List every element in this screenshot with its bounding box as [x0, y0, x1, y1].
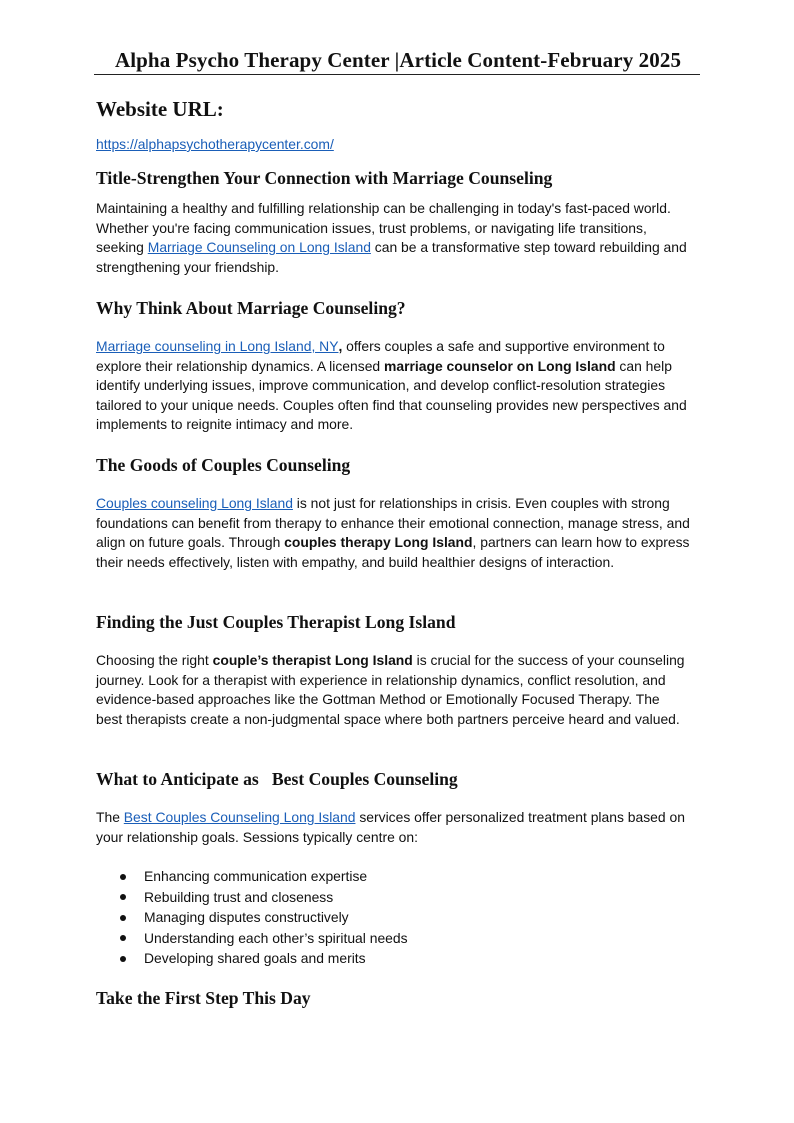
- marriage-counseling-long-island-link[interactable]: Marriage Counseling on Long Island: [147, 239, 371, 256]
- list-item: [96, 948, 700, 969]
- first-step-heading: Take the First Step This Day: [96, 988, 311, 1008]
- list-item-text: Rebuilding trust and closeness: [144, 888, 334, 905]
- why-text-2: can help identify underlying issues, improve communication, and develop conflict-resolution strategies tailored to your unique needs. Couples often find that counseling provides new perspectives and implements to reignite intimacy and more.: [96, 357, 687, 433]
- benefits-list: [96, 866, 700, 969]
- why-text-1: offers couples a safe and supportive environment to explore their relationship dynamics. A licensed: [96, 338, 665, 374]
- website-url-heading: Website URL:: [96, 97, 224, 121]
- list-item-text: Enhancing communication expertise: [144, 868, 368, 884]
- anticipate-text-1: The: [96, 809, 124, 825]
- list-item: [96, 866, 700, 887]
- goods-text-2: , partners can learn how to express their needs effectively, listen with empathy, and build healthier designs of interaction.: [96, 534, 690, 570]
- finding-bold-1: couple’s therapist Long Island: [212, 652, 413, 668]
- bullet-icon: [120, 894, 126, 900]
- list-item-text: Understanding each other’s spiritual needs: [144, 929, 408, 946]
- couples-counseling-long-island-link[interactable]: Couples counseling Long Island: [96, 495, 293, 511]
- anticipate-heading: What to Anticipate as Best Couples Counseling: [96, 769, 458, 789]
- list-item: [96, 928, 700, 949]
- finding-text-2: is crucial for the success of your counseling journey. Look for a therapist with experience in relationship dynamics, conflict resolution, and evidence-based approaches like the Gottman Method or Emotionally Focused Therapy. The best therapists create a non-judgmental space where both partners perceive heard and valued.: [96, 652, 685, 727]
- bullet-icon: [120, 915, 126, 921]
- why-comma: ,: [338, 338, 343, 354]
- bullet-icon: [120, 956, 126, 962]
- bullet-icon: [120, 874, 126, 880]
- why-heading: Why Think About Marriage Counseling?: [96, 298, 406, 318]
- intro-title: Title-Strengthen Your Connection with Marriage Counseling: [96, 168, 553, 188]
- best-couples-counseling-link[interactable]: Best Couples Counseling Long Island: [123, 809, 356, 825]
- goods-heading: The Goods of Couples Counseling: [96, 455, 351, 475]
- list-item: [96, 907, 700, 928]
- why-paragraph: [96, 337, 700, 435]
- goods-text-1: is not just for relationships in crisis. Even couples with strong foundations can benefit from therapy to enhance their emotional connection, manage stress, and align on future goals. Through: [96, 495, 690, 551]
- anticipate-paragraph: [96, 808, 696, 847]
- finding-heading: Finding the Just Couples Therapist Long Island: [96, 612, 456, 632]
- marriage-counseling-ny-link[interactable]: Marriage counseling in Long Island, NY: [96, 338, 339, 354]
- goods-bold-1: couples therapy Long Island: [284, 534, 473, 551]
- finding-paragraph: [96, 651, 686, 729]
- header-rule: [94, 74, 700, 75]
- list-item: [96, 887, 700, 908]
- intro-paragraph: [96, 199, 696, 277]
- anticipate-text-2: services offer personalized treatment plans based on your relationship goals. Sessions typically centre on:: [96, 809, 685, 845]
- finding-text-1: Choosing the right: [96, 652, 213, 668]
- why-bold-1: marriage counselor on Long Island: [384, 357, 616, 374]
- bullet-icon: [120, 935, 126, 941]
- header-title: Alpha Psycho Therapy Center |Article Content-February 2025: [114, 48, 682, 72]
- list-item-text: Managing disputes constructively: [144, 909, 349, 925]
- website-url-link[interactable]: [96, 135, 700, 155]
- intro-text-before: Maintaining a healthy and fulfilling relationship can be challenging in today's fast-paced world. Whether you're facing communication issues, trust problems, or navigating life transitions, seeking: [96, 200, 671, 256]
- list-item-text: Developing shared goals and merits: [144, 950, 366, 966]
- intro-text-after: can be a transformative step toward rebuilding and strengthening your friendship.: [96, 239, 687, 275]
- website-url[interactable]: https://alphapsychotherapycenter.com/: [96, 136, 334, 152]
- goods-paragraph: [96, 494, 700, 572]
